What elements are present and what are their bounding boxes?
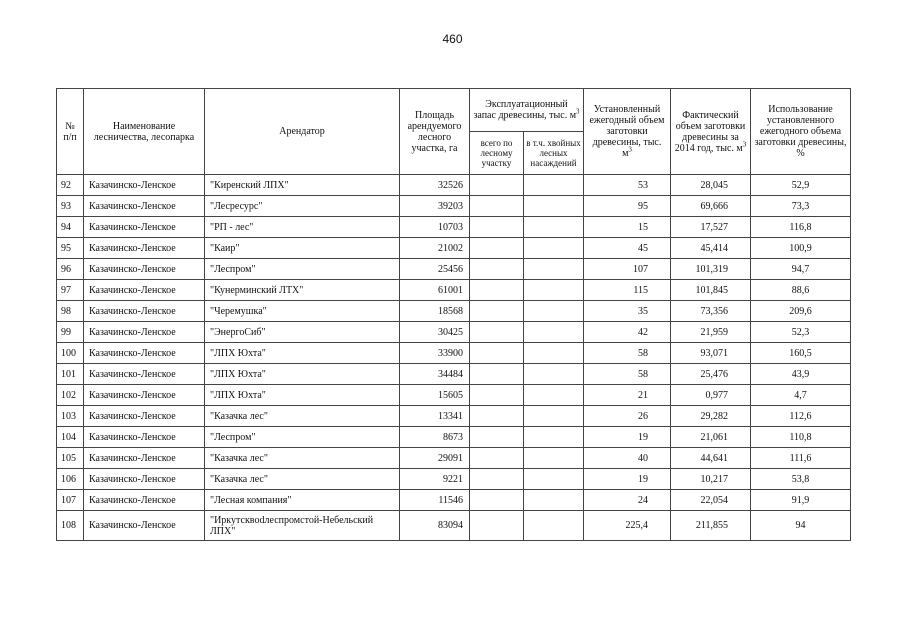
header-usage: Использование установленного ежегодного объема заготовки древесины, % (751, 89, 851, 175)
cell-actual: 93,071 (671, 343, 751, 364)
cell-name: Казачинско-Ленское (84, 322, 205, 343)
cell-stock-total (470, 511, 524, 541)
cell-usage: 110,8 (751, 427, 851, 448)
cell-actual: 211,855 (671, 511, 751, 541)
cell-stock-total (470, 469, 524, 490)
table-row (57, 511, 851, 541)
cell-planned: 40 (584, 448, 671, 469)
cell-usage: 94,7 (751, 259, 851, 280)
cell-stock-total (470, 238, 524, 259)
cell-num: 106 (57, 469, 84, 490)
cell-usage: 43,9 (751, 364, 851, 385)
table-row (57, 280, 851, 301)
cell-stock-total (470, 364, 524, 385)
cell-num: 100 (57, 343, 84, 364)
cell-actual: 25,476 (671, 364, 751, 385)
cell-tenant: "Черемушка" (205, 301, 400, 322)
cell-planned: 19 (584, 427, 671, 448)
cell-planned: 24 (584, 490, 671, 511)
cell-num: 108 (57, 511, 84, 541)
cell-tenant: "Казачка лес" (205, 448, 400, 469)
cell-planned: 45 (584, 238, 671, 259)
cell-stock-total (470, 343, 524, 364)
cell-stock-conif (524, 364, 584, 385)
cell-stock-conif (524, 301, 584, 322)
cell-actual: 29,282 (671, 406, 751, 427)
header-planned (584, 89, 671, 175)
cell-area: 83094 (400, 511, 470, 541)
cell-num: 101 (57, 364, 84, 385)
header-num: № п/п (57, 89, 84, 175)
cell-num: 97 (57, 280, 84, 301)
table-body (57, 175, 851, 541)
cell-num: 94 (57, 217, 84, 238)
cell-tenant: "Кунерминский ЛТХ" (205, 280, 400, 301)
cell-name: Казачинско-Ленское (84, 448, 205, 469)
cell-actual: 69,666 (671, 196, 751, 217)
cell-planned: 107 (584, 259, 671, 280)
cell-usage: 111,6 (751, 448, 851, 469)
cell-tenant: "Леспром" (205, 427, 400, 448)
cell-stock-conif (524, 238, 584, 259)
cell-area: 15605 (400, 385, 470, 406)
cell-planned: 42 (584, 322, 671, 343)
cell-stock-conif (524, 490, 584, 511)
cell-tenant: "ЛПХ Юхта" (205, 364, 400, 385)
table-row (57, 448, 851, 469)
cell-area: 30425 (400, 322, 470, 343)
table-row (57, 469, 851, 490)
cell-planned: 58 (584, 364, 671, 385)
cell-actual: 44,641 (671, 448, 751, 469)
cell-usage: 91,9 (751, 490, 851, 511)
cell-name: Казачинско-Ленское (84, 406, 205, 427)
cell-actual: 10,217 (671, 469, 751, 490)
header-actual-sup: 3 (742, 140, 747, 149)
cell-num: 102 (57, 385, 84, 406)
cell-planned: 15 (584, 217, 671, 238)
cell-stock-conif (524, 448, 584, 469)
header-planned-text: Установленный ежегодный объем заготовки древесины, тыс. м (589, 104, 665, 159)
cell-usage: 100,9 (751, 238, 851, 259)
cell-num: 95 (57, 238, 84, 259)
cell-area: 10703 (400, 217, 470, 238)
cell-actual: 22,054 (671, 490, 751, 511)
cell-num: 105 (57, 448, 84, 469)
table-row (57, 217, 851, 238)
cell-name: Казачинско-Ленское (84, 343, 205, 364)
cell-stock-total (470, 280, 524, 301)
table-row (57, 322, 851, 343)
cell-actual: 45,414 (671, 238, 751, 259)
cell-stock-total (470, 259, 524, 280)
table-row (57, 427, 851, 448)
cell-usage: 53,8 (751, 469, 851, 490)
table-row (57, 343, 851, 364)
cell-tenant: "Казачка лес" (205, 406, 400, 427)
header-actual-text: Фактический объем заготовки древесины за 2014 год, тыс. м (674, 109, 746, 154)
cell-name: Казачинско-Ленское (84, 511, 205, 541)
table-row (57, 301, 851, 322)
cell-usage: 73,3 (751, 196, 851, 217)
cell-area: 29091 (400, 448, 470, 469)
table-row (57, 385, 851, 406)
table-row (57, 196, 851, 217)
cell-planned: 115 (584, 280, 671, 301)
header-actual (671, 89, 751, 175)
cell-usage: 116,8 (751, 217, 851, 238)
page-number: 460 (442, 32, 463, 46)
cell-num: 99 (57, 322, 84, 343)
cell-planned: 95 (584, 196, 671, 217)
cell-tenant: "ЛПХ Юхта" (205, 343, 400, 364)
table-row (57, 406, 851, 427)
cell-planned: 58 (584, 343, 671, 364)
cell-area: 21002 (400, 238, 470, 259)
cell-tenant: "ЭнергоСиб" (205, 322, 400, 343)
cell-num: 93 (57, 196, 84, 217)
cell-usage: 160,5 (751, 343, 851, 364)
cell-tenant: "Леспром" (205, 259, 400, 280)
header-tenant: Арендатор (205, 89, 400, 175)
header-stock-total: всего по лесному участку (470, 132, 524, 175)
table-row (57, 238, 851, 259)
cell-stock-total (470, 217, 524, 238)
cell-area: 9221 (400, 469, 470, 490)
cell-planned: 225,4 (584, 511, 671, 541)
cell-name: Казачинско-Ленское (84, 196, 205, 217)
cell-num: 103 (57, 406, 84, 427)
cell-stock-conif (524, 427, 584, 448)
cell-usage: 112,6 (751, 406, 851, 427)
cell-area: 11546 (400, 490, 470, 511)
cell-stock-conif (524, 406, 584, 427)
cell-tenant: "РП - лес" (205, 217, 400, 238)
cell-actual: 73,356 (671, 301, 751, 322)
cell-num: 107 (57, 490, 84, 511)
cell-stock-conif (524, 511, 584, 541)
cell-name: Казачинско-Ленское (84, 259, 205, 280)
cell-tenant: "ЛПХ Юхта" (205, 385, 400, 406)
header-name: Наименование лесничества, лесопарка (84, 89, 205, 175)
table-row (57, 175, 851, 196)
header-planned-sup: 3 (628, 145, 632, 154)
cell-stock-conif (524, 469, 584, 490)
cell-actual: 101,319 (671, 259, 751, 280)
cell-area: 13341 (400, 406, 470, 427)
cell-name: Казачинско-Ленское (84, 469, 205, 490)
cell-num: 104 (57, 427, 84, 448)
cell-stock-conif (524, 259, 584, 280)
table-row (57, 364, 851, 385)
cell-usage: 209,6 (751, 301, 851, 322)
cell-actual: 28,045 (671, 175, 751, 196)
cell-stock-conif (524, 196, 584, 217)
cell-stock-conif (524, 322, 584, 343)
table-header (57, 89, 851, 175)
cell-stock-total (470, 322, 524, 343)
cell-area: 34484 (400, 364, 470, 385)
cell-usage: 4,7 (751, 385, 851, 406)
cell-stock-conif (524, 280, 584, 301)
cell-actual: 21,959 (671, 322, 751, 343)
header-stock-text: Эксплуатационный запас древесины, тыс. м (473, 99, 577, 121)
cell-area: 39203 (400, 196, 470, 217)
cell-planned: 53 (584, 175, 671, 196)
cell-name: Казачинско-Ленское (84, 217, 205, 238)
cell-stock-conif (524, 385, 584, 406)
cell-planned: 35 (584, 301, 671, 322)
cell-actual: 101,845 (671, 280, 751, 301)
cell-tenant: "Казачка лес" (205, 469, 400, 490)
cell-num: 96 (57, 259, 84, 280)
header-stock (470, 89, 584, 132)
cell-name: Казачинско-Ленское (84, 238, 205, 259)
cell-stock-total (470, 448, 524, 469)
cell-stock-conif (524, 217, 584, 238)
cell-tenant: "Киренский ЛПХ" (205, 175, 400, 196)
cell-planned: 19 (584, 469, 671, 490)
cell-tenant: "Каир" (205, 238, 400, 259)
cell-usage: 94 (751, 511, 851, 541)
cell-name: Казачинско-Ленское (84, 301, 205, 322)
cell-name: Казачинско-Ленское (84, 364, 205, 385)
cell-stock-total (470, 196, 524, 217)
timber-harvest-table (56, 88, 851, 541)
cell-planned: 21 (584, 385, 671, 406)
cell-stock-conif (524, 343, 584, 364)
cell-name: Казачинско-Ленское (84, 490, 205, 511)
cell-area: 8673 (400, 427, 470, 448)
cell-stock-total (470, 490, 524, 511)
header-area: Площадь арендуемого лесного участка, га (400, 89, 470, 175)
cell-actual: 17,527 (671, 217, 751, 238)
table-row (57, 490, 851, 511)
cell-stock-total (470, 175, 524, 196)
table-row (57, 259, 851, 280)
cell-actual: 0,977 (671, 385, 751, 406)
cell-stock-conif (524, 175, 584, 196)
cell-tenant: "Лесресурс" (205, 196, 400, 217)
cell-name: Казачинско-Ленское (84, 280, 205, 301)
cell-stock-total (470, 427, 524, 448)
cell-usage: 52,9 (751, 175, 851, 196)
cell-stock-total (470, 385, 524, 406)
cell-name: Казачинско-Ленское (84, 385, 205, 406)
cell-area: 25456 (400, 259, 470, 280)
cell-planned: 26 (584, 406, 671, 427)
cell-tenant: "Иркутсквodлеспромстой-Небельский ЛПХ" (205, 511, 400, 541)
header-stock-sup: 3 (576, 107, 580, 116)
cell-num: 92 (57, 175, 84, 196)
header-stock-conif: в т.ч. хвойных лесных насаждений (524, 132, 584, 175)
cell-stock-total (470, 406, 524, 427)
cell-area: 33900 (400, 343, 470, 364)
cell-usage: 88,6 (751, 280, 851, 301)
cell-area: 32526 (400, 175, 470, 196)
cell-stock-total (470, 301, 524, 322)
cell-tenant: "Лесная компания" (205, 490, 400, 511)
cell-area: 61001 (400, 280, 470, 301)
cell-actual: 21,061 (671, 427, 751, 448)
cell-name: Казачинско-Ленское (84, 427, 205, 448)
cell-usage: 52,3 (751, 322, 851, 343)
cell-name: Казачинско-Ленское (84, 175, 205, 196)
cell-area: 18568 (400, 301, 470, 322)
cell-num: 98 (57, 301, 84, 322)
